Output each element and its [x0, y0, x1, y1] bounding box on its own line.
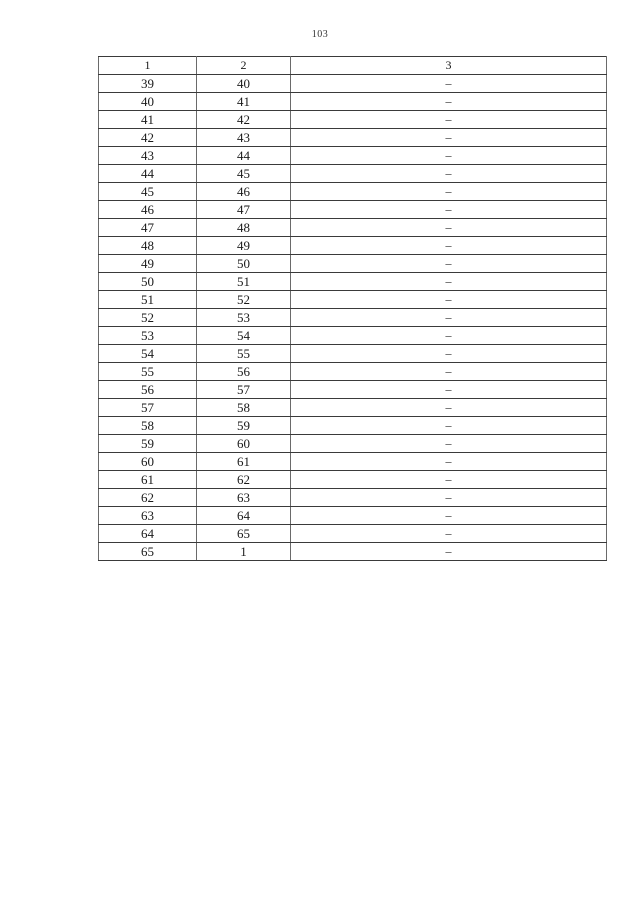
table-row — [99, 507, 607, 525]
table-row — [99, 417, 607, 435]
table-row — [99, 453, 607, 471]
column-header-3: 3 — [291, 57, 607, 75]
table-row — [99, 471, 607, 489]
table-cell-col-2: 41 — [197, 93, 291, 111]
table-cell-col-2: 45 — [197, 165, 291, 183]
table-row — [99, 291, 607, 309]
table-row — [99, 93, 607, 111]
table-cell-col-1: 40 — [99, 93, 197, 111]
table-row — [99, 147, 607, 165]
table-cell-col-1: 52 — [99, 309, 197, 327]
table-row — [99, 219, 607, 237]
table-cell-col-2: 64 — [197, 507, 291, 525]
column-header-2: 2 — [197, 57, 291, 75]
table-cell-col-3: – — [291, 417, 607, 435]
table-cell-col-2: 54 — [197, 327, 291, 345]
table-cell-col-3: – — [291, 525, 607, 543]
table-row — [99, 183, 607, 201]
table-cell-col-3: – — [291, 291, 607, 309]
table-cell-col-3: – — [291, 75, 607, 93]
table-row — [99, 489, 607, 507]
table-cell-col-2: 42 — [197, 111, 291, 129]
table-cell-col-3: – — [291, 201, 607, 219]
table-row — [99, 345, 607, 363]
table-cell-col-2: 59 — [197, 417, 291, 435]
table-cell-col-1: 59 — [99, 435, 197, 453]
table-cell-col-2: 53 — [197, 309, 291, 327]
table-cell-col-2: 55 — [197, 345, 291, 363]
table-cell-col-1: 56 — [99, 381, 197, 399]
table-cell-col-2: 44 — [197, 147, 291, 165]
table-cell-col-3: – — [291, 309, 607, 327]
table-cell-col-2: 57 — [197, 381, 291, 399]
table-cell-col-3: – — [291, 381, 607, 399]
table-cell-col-3: – — [291, 147, 607, 165]
table-row — [99, 255, 607, 273]
table-cell-col-3: – — [291, 237, 607, 255]
table-cell-col-1: 43 — [99, 147, 197, 165]
table-cell-col-1: 39 — [99, 75, 197, 93]
table-cell-col-3: – — [291, 93, 607, 111]
table-row — [99, 111, 607, 129]
table-cell-col-2: 46 — [197, 183, 291, 201]
table-cell-col-2: 47 — [197, 201, 291, 219]
header-row — [99, 57, 607, 75]
table-cell-col-3: – — [291, 345, 607, 363]
table-body — [99, 75, 607, 561]
table-cell-col-3: – — [291, 111, 607, 129]
table-cell-col-3: – — [291, 183, 607, 201]
table-row — [99, 201, 607, 219]
table-cell-col-2: 56 — [197, 363, 291, 381]
table-cell-col-2: 62 — [197, 471, 291, 489]
table-cell-col-3: – — [291, 129, 607, 147]
table-row — [99, 237, 607, 255]
table-cell-col-1: 54 — [99, 345, 197, 363]
table-cell-col-2: 1 — [197, 543, 291, 561]
table-cell-col-2: 63 — [197, 489, 291, 507]
table-row — [99, 399, 607, 417]
table-cell-col-2: 65 — [197, 525, 291, 543]
table-cell-col-2: 50 — [197, 255, 291, 273]
table-cell-col-1: 58 — [99, 417, 197, 435]
column-header-1: 1 — [99, 57, 197, 75]
table-cell-col-2: 43 — [197, 129, 291, 147]
table-row — [99, 327, 607, 345]
table-cell-col-3: – — [291, 273, 607, 291]
table-cell-col-1: 41 — [99, 111, 197, 129]
table-cell-col-1: 44 — [99, 165, 197, 183]
table-cell-col-1: 62 — [99, 489, 197, 507]
table-cell-col-3: – — [291, 165, 607, 183]
table-cell-col-3: – — [291, 399, 607, 417]
table-row — [99, 273, 607, 291]
table-cell-col-1: 57 — [99, 399, 197, 417]
table-cell-col-3: – — [291, 507, 607, 525]
table-cell-col-2: 49 — [197, 237, 291, 255]
table-cell-col-3: – — [291, 471, 607, 489]
table-row — [99, 435, 607, 453]
table-cell-col-3: – — [291, 453, 607, 471]
table-cell-col-1: 49 — [99, 255, 197, 273]
table-cell-col-1: 55 — [99, 363, 197, 381]
table-cell-col-1: 53 — [99, 327, 197, 345]
table-row — [99, 543, 607, 561]
table-cell-col-1: 42 — [99, 129, 197, 147]
table-row — [99, 363, 607, 381]
table-cell-col-3: – — [291, 543, 607, 561]
table-cell-col-1: 51 — [99, 291, 197, 309]
table-cell-col-1: 45 — [99, 183, 197, 201]
table-cell-col-1: 46 — [99, 201, 197, 219]
table-cell-col-1: 65 — [99, 543, 197, 561]
table-cell-col-3: – — [291, 435, 607, 453]
table-cell-col-2: 40 — [197, 75, 291, 93]
table-cell-col-3: – — [291, 489, 607, 507]
table-cell-col-3: – — [291, 255, 607, 273]
table-cell-col-1: 60 — [99, 453, 197, 471]
table-cell-col-1: 64 — [99, 525, 197, 543]
table-row — [99, 381, 607, 399]
table-cell-col-1: 48 — [99, 237, 197, 255]
table-row — [99, 309, 607, 327]
table-cell-col-3: – — [291, 219, 607, 237]
table-cell-col-2: 58 — [197, 399, 291, 417]
page-number: 103 — [311, 29, 329, 40]
table-cell-col-2: 52 — [197, 291, 291, 309]
table-cell-col-2: 61 — [197, 453, 291, 471]
table-row — [99, 75, 607, 93]
table-cell-col-3: – — [291, 327, 607, 345]
table-cell-col-1: 47 — [99, 219, 197, 237]
table-cell-col-1: 50 — [99, 273, 197, 291]
table-cell-col-2: 51 — [197, 273, 291, 291]
table-cell-col-2: 60 — [197, 435, 291, 453]
table-row — [99, 129, 607, 147]
table-cell-col-2: 48 — [197, 219, 291, 237]
table-row — [99, 165, 607, 183]
table-cell-col-3: – — [291, 363, 607, 381]
table-row — [99, 525, 607, 543]
table-cell-col-1: 63 — [99, 507, 197, 525]
data-table — [98, 56, 607, 561]
table-cell-col-1: 61 — [99, 471, 197, 489]
